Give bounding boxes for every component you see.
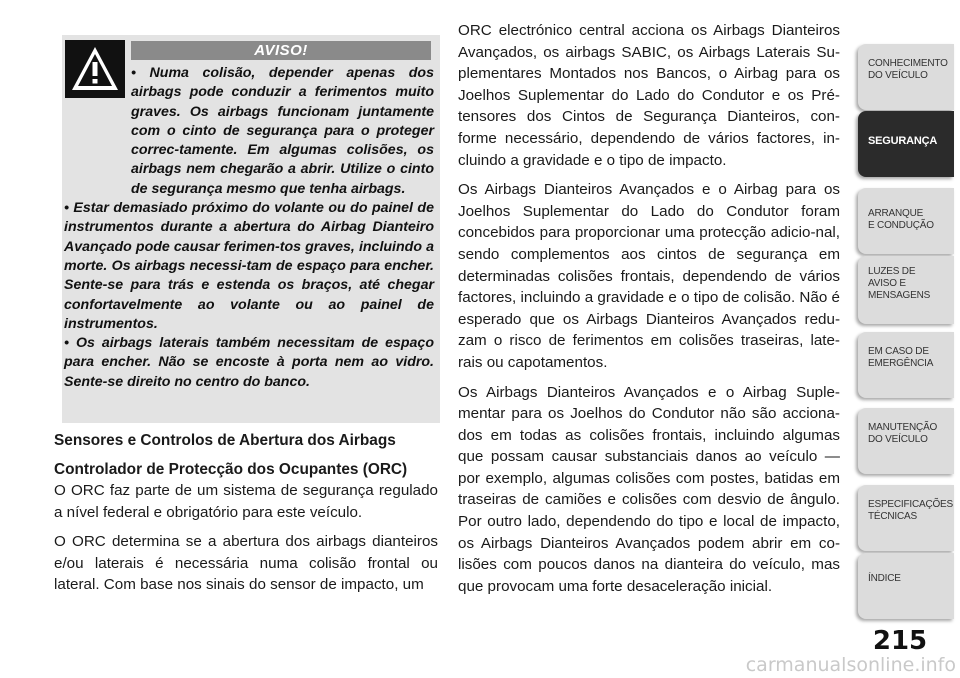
warning-bullet-distance: • Estar demasiado próximo do volante ou do painel de instrumentos durante a abertura do Airbag Dianteiro Avançado pode causar ferimen-tos graves, incluindo a morte. Os airbags necessi-tam de espaço para encher. Sente-se para trás e estenda os braços, até chegar confortavelmente ao volante ou ao painel de instrumentos. xyxy=(64,200,434,332)
tab-arranque[interactable]: ARRANQUE E CONDUÇÃO xyxy=(858,188,954,254)
page-number: 215 xyxy=(872,626,928,656)
left-column xyxy=(54,430,438,604)
warning-bullet-collision: • Numa colisão, depender apenas dos airbags pode conduzir a ferimentos muito graves. Os airbags funcionam juntamente com o cinto de segurança para o proteger correc-tamente. Em algumas colisões, os airbags nem chegarão a abrir. Utilize o cinto de segurança mesmo que tenha airbags. xyxy=(131,65,434,197)
warning-text xyxy=(64,64,434,392)
tab-manutencao[interactable]: MANUTENÇÃO DO VEÍCULO xyxy=(858,408,954,474)
warning-bullet-side-airbags: • Os airbags laterais também necessitam de espaço para encher. Não se encoste à porta nem ao vidro. Sente-se direito no centro do banco. xyxy=(64,335,434,390)
orc-paragraph-2: O ORC determina se a abertura dos airbags dianteiros e/ou laterais é necessária numa colisão frontal ou lateral. Com base nos sinais do sensor de impacto, um xyxy=(54,533,438,593)
tab-especificacoes[interactable]: ESPECIFICAÇÕES TÉCNICAS xyxy=(858,485,954,551)
heading-orc: Controlador de Protecção dos Ocupantes (ORC) xyxy=(54,461,408,478)
tab-emergencia[interactable]: EM CASO DE EMERGÊNCIA xyxy=(858,332,954,398)
right-paragraph-2: Os Airbags Dianteiros Avançados e o Airbag para os Joelhos Suplementar do Lado do Condutor foram concebidos para proporcionar uma protecção adicio-nal, sendo complementos aos cintos de segurança em determinadas colisões frontais, dependendo de vários factores, incluindo a gravidade e o tipo de colisão. Não é esperado que os Airbags Dianteiros Avançados redu-zam o risco de ferimentos em colisões traseiras, late-rais ou capotamentos. xyxy=(458,181,840,371)
right-paragraph-1: ORC electrónico central acciona os Airbags Dianteiros Avançados, os airbags SABIC, os Airbags Laterais Su-plementares Montados nos Bancos, o Airbag para os Joelhos Suplementar do Lado do Condutor e os Pré-tensores dos Cintos de Segurança Dianteiros, con-forme necessário, dependendo de vários factores, in-cluindo a gravidade e o tipo de impacto. xyxy=(458,22,840,169)
right-paragraph-3: Os Airbags Dianteiros Avançados e o Airbag Suple-mentar para os Joelhos do Condutor não são acciona-dos em todas as colisões frontais, incluindo algumas que possam causar substanciais danos ao veículo — por exemplo, algumas colisões com postes, batidas em traseiras de camiões e colisões com desvio de ângulo. Por outro lado, dependendo do tipo e local de impacto, os Airbags Dianteiros Avançados podem abrir em co-lisões com poucos danos na dianteira do veículo, mas que provocam uma forte desaceleração inicial. xyxy=(458,383,840,595)
orc-paragraph-1: O ORC faz parte de um sistema de segurança regulado a nível federal e obrigatório para este veículo. xyxy=(54,482,438,521)
watermark-text: carmanualsonline.info xyxy=(745,654,956,676)
tab-seguranca[interactable]: SEGURANÇA xyxy=(858,111,954,177)
tab-conhecimento[interactable]: CONHECIMENTO DO VEÍCULO xyxy=(858,44,954,110)
warning-title: AVISO! xyxy=(131,41,431,60)
section-tabs xyxy=(858,0,960,678)
tab-indice[interactable]: ÍNDICE xyxy=(858,553,954,619)
tab-luzes-aviso[interactable]: LUZES DE AVISO E MENSAGENS xyxy=(858,256,954,324)
right-column xyxy=(458,20,840,605)
heading-sensors: Sensores e Controlos de Abertura dos Airbags xyxy=(54,432,396,449)
